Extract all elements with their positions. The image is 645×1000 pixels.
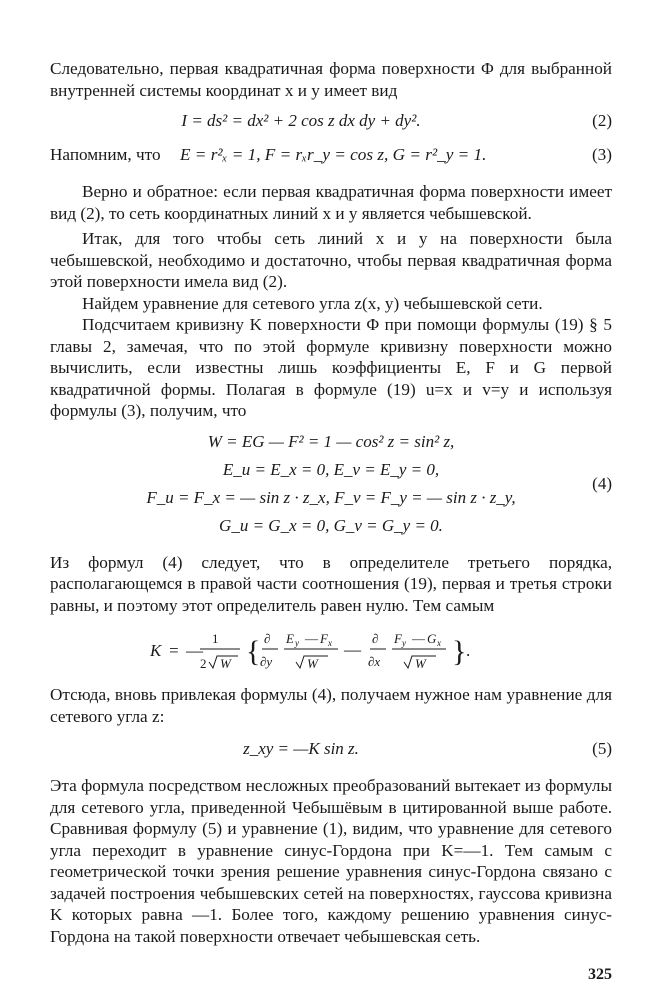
svg-text:F: F xyxy=(394,631,402,646)
svg-text:F: F xyxy=(320,631,328,646)
svg-text:—: — xyxy=(186,641,203,660)
svg-text:W: W xyxy=(307,656,318,671)
paragraph-3: Верно и обратное: если первая квадратичная форма поверхности имеет вид (2), то сеть координатных линий x и y является чебышевской. xyxy=(50,182,612,223)
paragraph-8: Отсюда, вновь привлекая формулы (4), получаем нужное нам уравнение для сетевого угла z: xyxy=(50,685,612,726)
svg-text:∂x: ∂x xyxy=(368,654,381,669)
equation-2-body: I = ds² = dx² + 2 cos z dx dy + dy². xyxy=(181,111,421,130)
svg-text:=: = xyxy=(168,641,180,660)
svg-text:.: . xyxy=(466,641,471,660)
svg-text:∂: ∂ xyxy=(264,631,271,646)
svg-text:{: { xyxy=(246,635,261,668)
equation-4-line-4: G_u = G_x = 0, G_v = G_y = 0. xyxy=(219,515,443,535)
svg-text:x: x xyxy=(437,638,441,648)
equation-2 xyxy=(50,107,612,135)
equation-2-number: (2) xyxy=(592,111,612,130)
svg-text:y: y xyxy=(295,638,299,648)
svg-text:x: x xyxy=(328,638,332,648)
equation-4-line-1: W = EG — F² = 1 — cos² z = sin² z, xyxy=(207,431,455,451)
svg-text:∂y: ∂y xyxy=(260,654,273,669)
equation-5 xyxy=(50,735,612,763)
equation-3-number: (3) xyxy=(591,145,612,164)
equation-4-system xyxy=(50,428,612,540)
svg-text:1: 1 xyxy=(212,631,219,646)
paragraph-4: Итак, для того чтобы сеть линий x и y на поверхности была чебышевской, необходимо и достаточно, чтобы первая квадратичная форма этой поверхности имела вид (2). xyxy=(50,229,612,291)
equation-4-line-2: E_u = E_x = 0, E_v = E_y = 0, xyxy=(222,459,440,479)
equation-4-number: (4) xyxy=(592,473,612,493)
svg-text:K: K xyxy=(150,641,162,660)
paragraph-7: Из формул (4) следует, что в определителе третьего порядка, располагающемся в правой части соотношения (19), первая и третья строки равны, и поэтому этот определитель равен нулю. Тем самым xyxy=(50,552,612,615)
svg-text:—: — xyxy=(305,631,318,646)
paragraph-5: Найдем уравнение для сетевого угла z(x, y) чебышевской сети. xyxy=(82,293,543,313)
paragraph-2-lead: Напомним, что xyxy=(50,145,161,164)
svg-text:W: W xyxy=(415,656,426,671)
svg-text:E: E xyxy=(286,631,294,646)
svg-text:—: — xyxy=(412,631,425,646)
svg-text:∂: ∂ xyxy=(372,631,379,646)
curvature-formula-graphic xyxy=(150,620,510,680)
curvature-equation xyxy=(50,620,612,680)
paragraph-6: Подсчитаем кривизну K поверхности Φ при помощи формулы (19) § 5 главы 2, замечая, что по этой формуле кривизну поверхности можно вычислить, если известны лишь коэффициенты E, F и G первой квадратичной формы. Полагая в формуле (19) u=x и v=y и используя формулы (3), получим, что xyxy=(50,315,612,420)
page-number: 325 xyxy=(588,966,612,983)
paragraph-1: Следовательно, первая квадратичная форма поверхности Φ для выбранной внутренней системы координат x и y имеет вид xyxy=(50,59,612,100)
svg-text:G: G xyxy=(427,631,437,646)
equation-4-line-3: F_u = F_x = — sin z · z_x, F_v = F_y = — sin z · z_y, xyxy=(146,487,516,507)
equation-3-row xyxy=(50,141,612,169)
svg-text:—: — xyxy=(344,640,361,659)
equation-5-number: (5) xyxy=(592,739,612,758)
svg-text:}: } xyxy=(452,635,467,668)
paragraph-9: Эта формула посредством несложных преобразований вытекает из формулы для сетевого угла, приведенной Чебышёвым в цитированной выше работе. Сравнивая формулу (5) и уравнение (1), видим, что уравнение для сетевого угла переходит в уравнение синус-Гордона при K=—1. Тем самым с геометрической точки зрения решение уравнения синус-Гордона связано с задачей построения чебышевских сетей на поверхностях, гауссова кривизна K которых равна —1. Более того, каждому решению уравнения синус-Гордона на такой поверхности отвечает чебышевская сеть. xyxy=(50,776,612,946)
svg-text:2: 2 xyxy=(200,656,207,671)
equation-5-body: z_xy = —K sin z. xyxy=(243,739,359,758)
page-body xyxy=(50,58,612,947)
equation-3-body: E = r²ₓ = 1, F = rₓr_y = cos z, G = r²_y = 1. xyxy=(180,145,487,164)
svg-text:y: y xyxy=(402,638,406,648)
svg-text:W: W xyxy=(220,656,231,671)
